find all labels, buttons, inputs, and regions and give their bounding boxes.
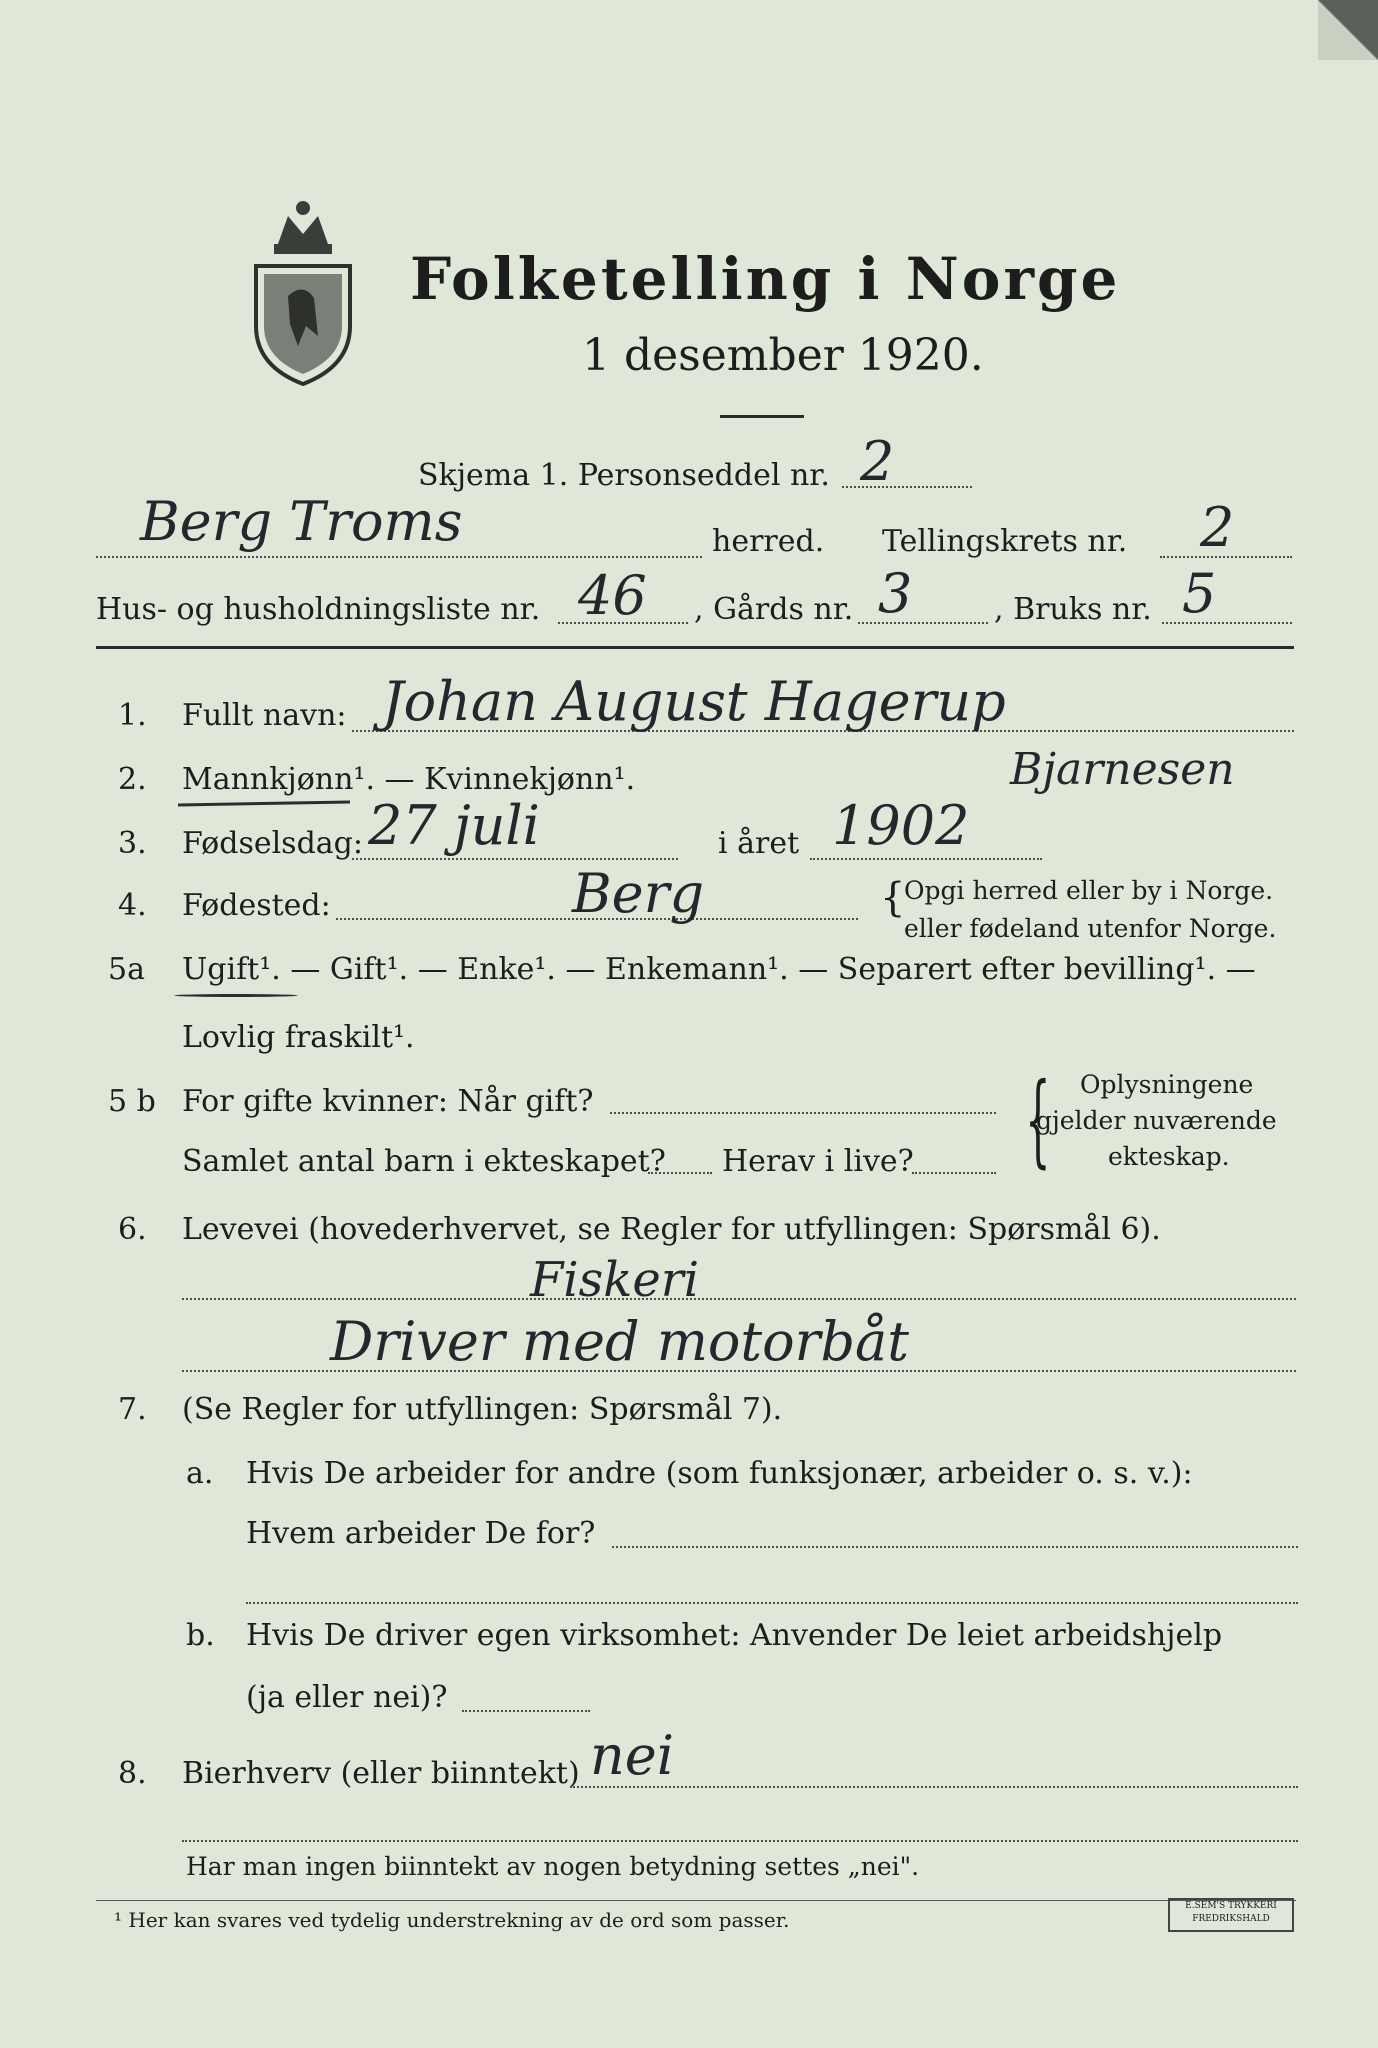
herred-line — [96, 556, 702, 558]
q5b-children-line — [648, 1172, 712, 1174]
gards-value: 3 — [878, 562, 913, 625]
q8-value: nei — [590, 1724, 675, 1787]
q8-line1 — [570, 1786, 1298, 1788]
printer-stamp: E.SEM'S TRYKKERI FREDRIKSHALD — [1168, 1898, 1294, 1932]
q7-number: 7. — [118, 1392, 147, 1427]
footer-note: Har man ingen biinntekt av nogen betydning settes „nei". — [186, 1852, 920, 1881]
q8-number: 8. — [118, 1756, 147, 1791]
q5b-alive-label: Herav i live? — [722, 1144, 914, 1179]
header-divider — [96, 646, 1294, 649]
q7a-line1 — [612, 1546, 1298, 1548]
norwegian-coat-of-arms-icon — [248, 186, 358, 386]
q1-label: Fullt navn: — [182, 698, 347, 733]
q1-value: Johan August Hagerup — [382, 670, 1006, 733]
q5a-label: Ugift¹. — Gift¹. — Enke¹. — Enkemann¹. — Separert efter bevilling¹. — — [182, 952, 1256, 987]
title-divider — [720, 415, 804, 418]
q5a-number: 5a — [108, 952, 145, 987]
q6-value-line1: Fiskeri — [530, 1252, 700, 1308]
footer-divider — [96, 1900, 1296, 1901]
q4-note-line2: eller fødeland utenfor Norge. — [904, 914, 1277, 943]
q3-label: Fødselsdag: — [182, 826, 363, 861]
q3-year-value: 1902 — [832, 794, 970, 857]
q3-line — [352, 858, 678, 860]
tellingskrets-label: Tellingskrets nr. — [882, 524, 1128, 559]
form-title: Folketelling i Norge — [410, 245, 1121, 313]
q7a-label-continued: Hvem arbeider De for? — [246, 1516, 596, 1551]
husliste-label: Hus- og husholdningsliste nr. — [96, 592, 541, 627]
q6-line1 — [182, 1298, 1296, 1300]
q6-line2 — [182, 1370, 1296, 1372]
husliste-value: 46 — [578, 564, 647, 627]
q5b-note-line2: gjelder nuværende — [1036, 1106, 1277, 1135]
q3-year-line — [810, 858, 1042, 860]
q6-label: Levevei (hovederhvervet, se Regler for utfyllingen: Spørsmål 6). — [182, 1212, 1161, 1247]
q2-label: Mannkjønn¹. — Kvinnekjønn¹. — [182, 762, 636, 797]
q8-line2 — [182, 1840, 1298, 1842]
q6-value-line2: Driver med motorbåt — [330, 1310, 909, 1373]
q1-value-continued: Bjarnesen — [1010, 744, 1235, 795]
gards-label: , Gårds nr. — [694, 592, 854, 627]
q8-label: Bierhverv (eller biinntekt) — [182, 1756, 580, 1791]
q7b-label: Hvis De driver egen virksomhet: Anvender De leiet arbeidshjelp — [246, 1618, 1223, 1653]
schema-value: 2 — [860, 430, 895, 493]
q7-label: (Se Regler for utfyllingen: Spørsmål 7). — [182, 1392, 783, 1427]
q7b-number: b. — [186, 1618, 215, 1653]
q2-number: 2. — [118, 762, 147, 797]
q6-number: 6. — [118, 1212, 147, 1247]
q5b-children-label: Samlet antal barn i ekteskapet? — [182, 1144, 666, 1179]
q4-brace: { — [880, 875, 906, 921]
q5b-alive-line — [912, 1172, 996, 1174]
q7a-number: a. — [186, 1456, 214, 1491]
q3-year-label: i året — [718, 826, 800, 861]
q4-value: Berg — [572, 862, 705, 925]
q4-label: Fødested: — [182, 888, 331, 923]
q5a-label-continued: Lovlig fraskilt¹. — [182, 1020, 415, 1055]
q5b-note-line1: Oplysningene — [1080, 1070, 1254, 1099]
census-date: 1 desember 1920. — [582, 330, 984, 381]
q1-number: 1. — [118, 698, 147, 733]
q5b-label: For gifte kvinner: Når gift? — [182, 1084, 594, 1119]
q5b-note-line3: ekteskap. — [1108, 1142, 1230, 1171]
bruks-value: 5 — [1182, 562, 1217, 625]
q3-number: 3. — [118, 826, 147, 861]
q7a-line2 — [246, 1602, 1298, 1604]
schema-label: Skjema 1. Personseddel nr. — [418, 458, 830, 493]
q5a-underline-mark — [174, 994, 298, 997]
q4-number: 4. — [118, 888, 147, 923]
q5b-brace: { — [1025, 1061, 1051, 1178]
herred-label: herred. — [712, 524, 825, 559]
q7a-label: Hvis De arbeider for andre (som funksjonær, arbeider o. s. v.): — [246, 1456, 1193, 1491]
bruks-label: , Bruks nr. — [994, 592, 1152, 627]
q2-underline-mark — [178, 800, 350, 806]
herred-value: Berg Troms — [140, 490, 463, 553]
footnote: ¹ Her kan svares ved tydelig understrekning av de ord som passer. — [114, 1908, 790, 1932]
tellingskrets-value: 2 — [1200, 496, 1235, 559]
q3-value: 27 juli — [368, 794, 540, 857]
q5b-married-line — [610, 1112, 996, 1114]
q4-note-line1: Opgi herred eller by i Norge. — [904, 876, 1274, 905]
q7b-label-continued: (ja eller nei)? — [246, 1680, 448, 1715]
q5b-number: 5 b — [108, 1084, 156, 1119]
q7b-line — [462, 1710, 590, 1712]
